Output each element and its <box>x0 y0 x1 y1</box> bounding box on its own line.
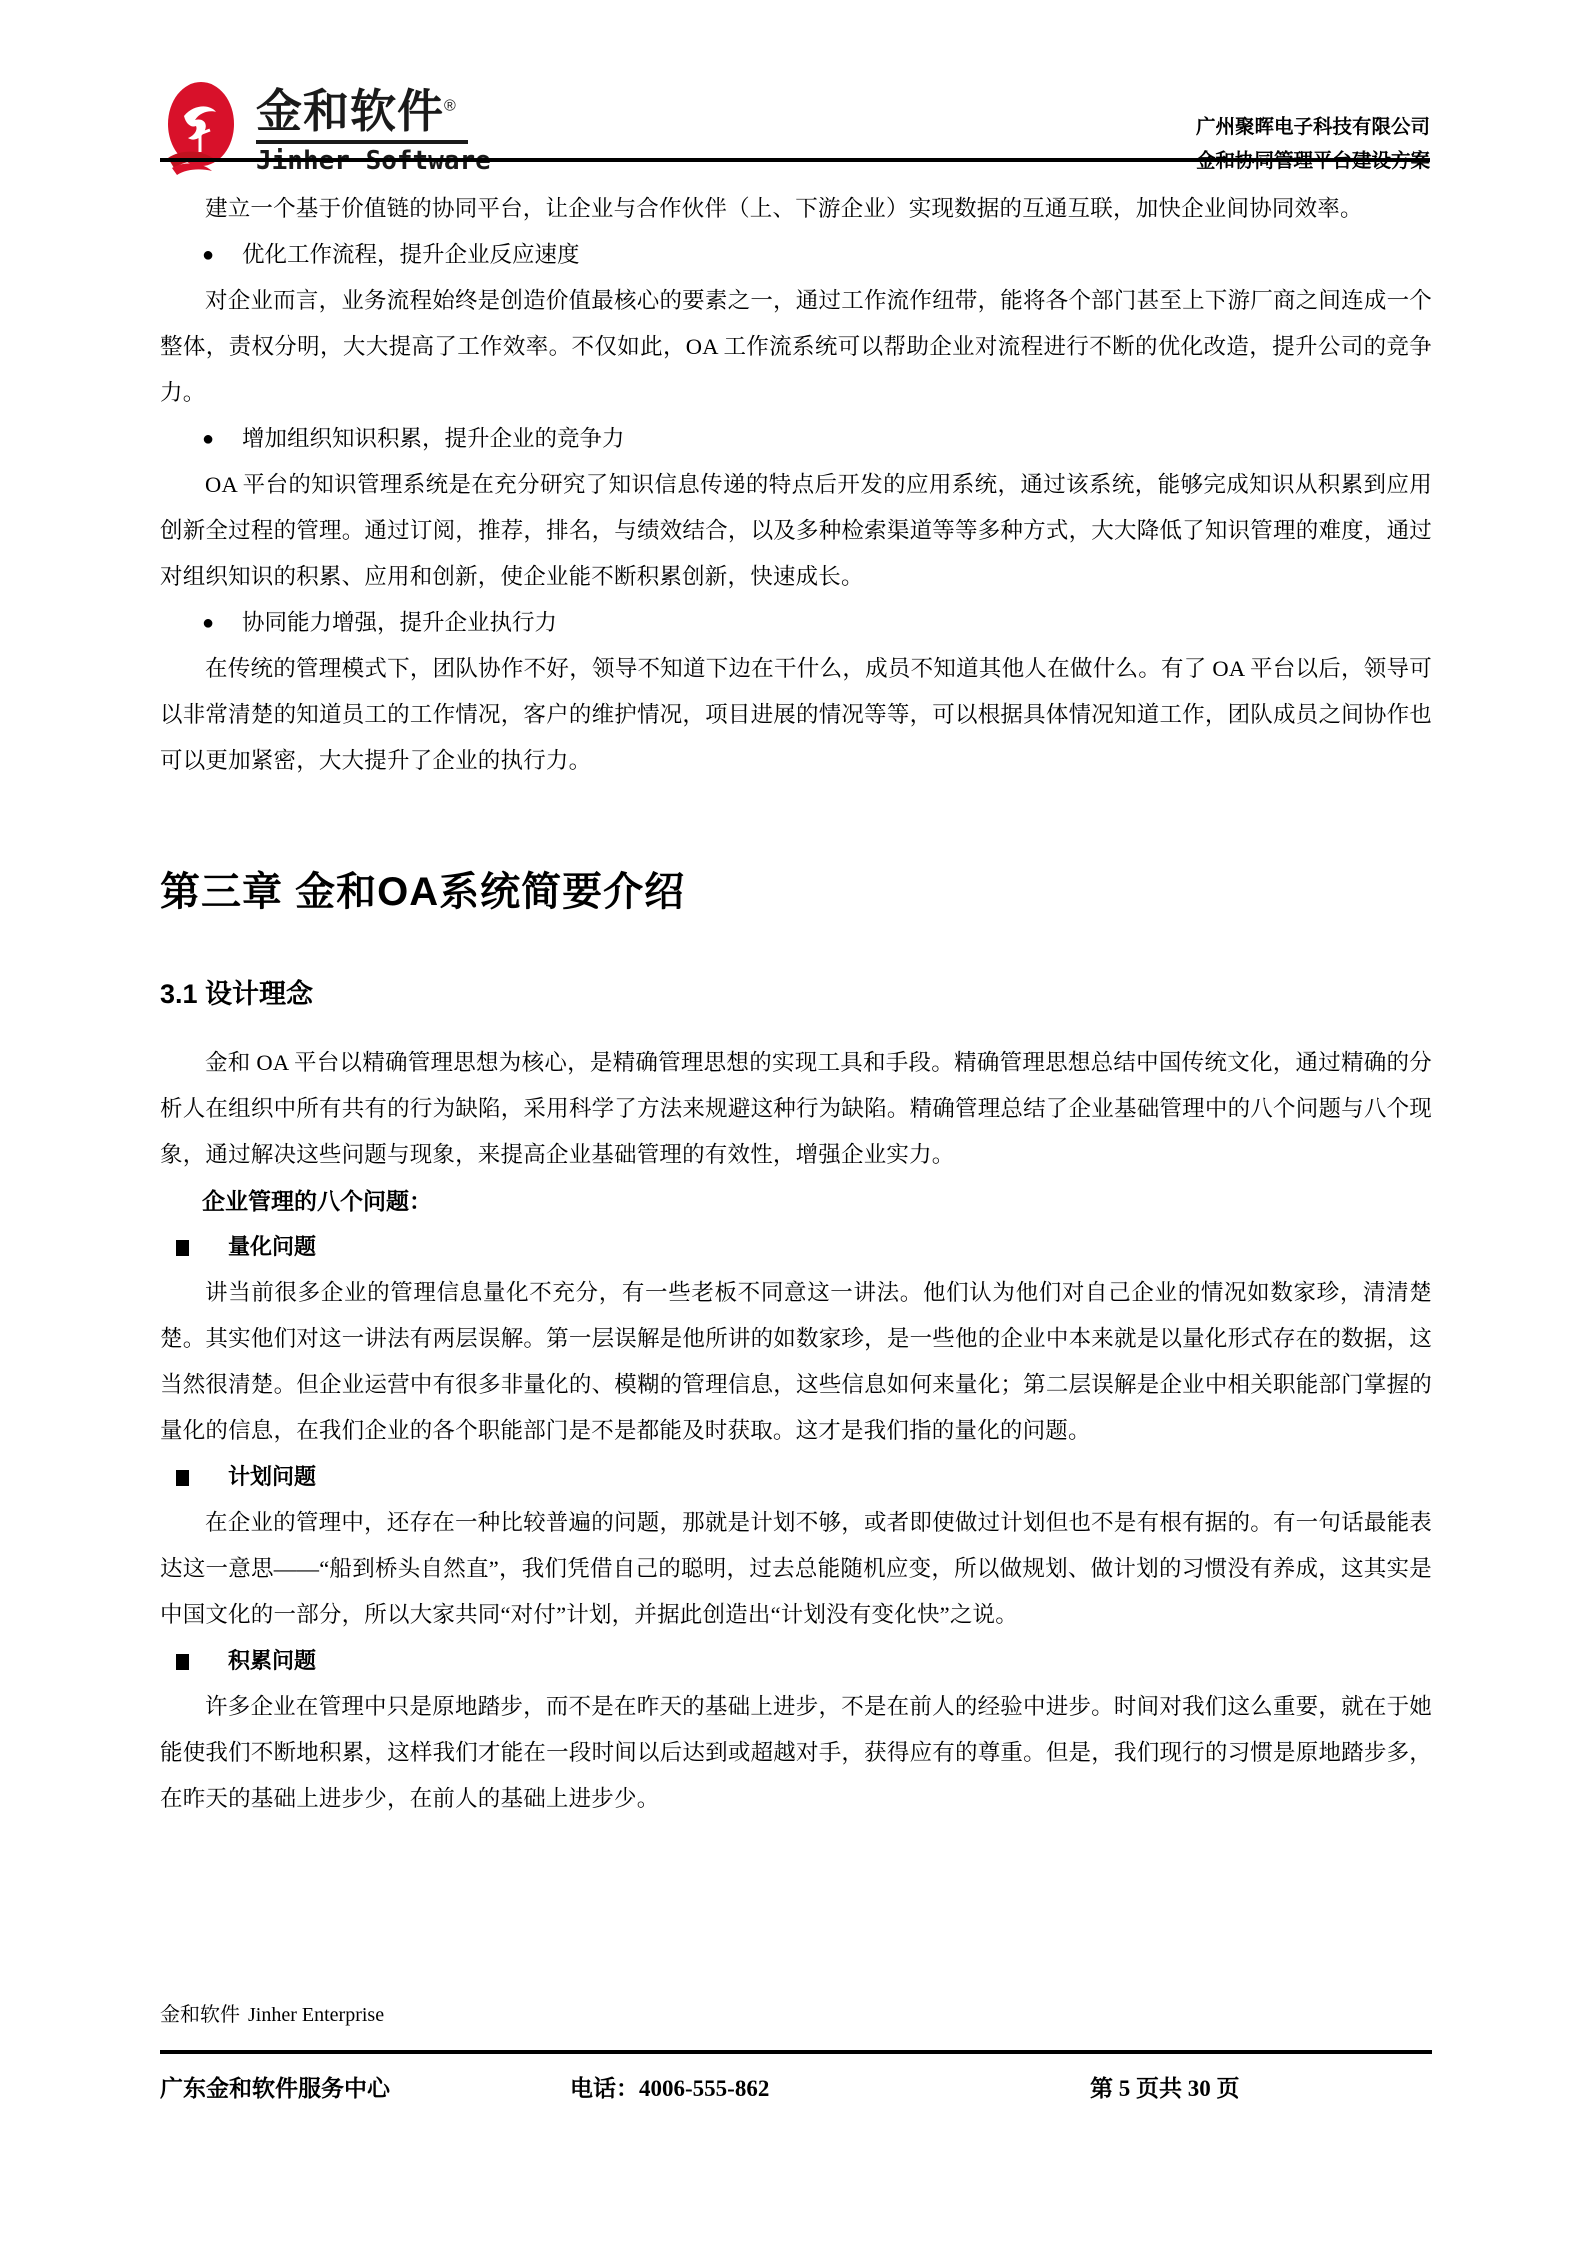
design-concept-paragraph: 金和 OA 平台以精确管理思想为核心，是精确管理思想的实现工具和手段。精确管理思想总结中国传统文化，通过精确的分析人在组织中所有共有的行为缺陷，采用科学了方法来规避这种行为缺陷。精确管理总结了企业基础管理中的八个问题与八个现象，通过解决这些问题与现象，来提高企业基础管理的有效性，增强企业实力。 <box>160 1050 1432 1168</box>
problems-list-3 <box>160 1638 1432 1684</box>
spacer <box>160 916 1432 978</box>
company-logo <box>160 80 491 180</box>
bullet-square-icon <box>176 1240 189 1256</box>
bullet-square-icon <box>176 1654 189 1670</box>
header-company-name: 广州聚晖电子科技有限公司 <box>1195 116 1430 138</box>
footer-tagline-cn: 金和软件 <box>160 2004 240 2026</box>
list-item-label: 积累问题 <box>228 1648 317 1674</box>
logo-chinese-name: 金和软件® <box>256 85 457 137</box>
list-item-label: 量化问题 <box>228 1234 317 1260</box>
subheading-eight-problems: 企业管理的八个问题： <box>202 1188 432 1215</box>
spacer <box>160 784 1432 868</box>
intro-paragraph: 建立一个基于价值链的协同平台，让企业与合作伙伴（上、下游企业）实现数据的互通互联，加快企业间协同效率。 <box>205 196 1363 221</box>
bullet-dot-icon: ● <box>202 244 215 266</box>
benefit-paragraph-3: 在传统的管理模式下，团队协作不好，领导不知道下边在干什么，成员不知道其他人在做什么。有了 OA 平台以后，领导可以非常清楚的知道员工的工作情况，客户的维护情况，项目进展的情况等等，可以根据具体情况知道工作，团队成员之间协作也可以更加紧密，大大提升了企业的执行力。 <box>160 656 1432 773</box>
list-item <box>160 1224 1432 1270</box>
footer-page-number: 第 5 页共 30 页 <box>1090 2076 1240 2101</box>
list-item <box>160 1454 1432 1500</box>
jinher-logo-icon <box>160 80 242 180</box>
list-item-label: 计划问题 <box>228 1464 317 1490</box>
benefits-list <box>160 232 1432 278</box>
spacer <box>160 1010 1432 1040</box>
bullet-dot-icon: ● <box>202 428 215 450</box>
list-item-label: 增加组织知识积累，提升企业的竞争力 <box>242 426 625 451</box>
header-document-title: 金和协同管理平台建设方案 <box>1195 150 1430 173</box>
footer-tagline <box>160 2003 384 2027</box>
logo-divider <box>256 140 468 144</box>
bullet-dot-icon: ● <box>202 612 215 634</box>
page-footer <box>160 2070 1432 2103</box>
problem-paragraph-2: 在企业的管理中，还存在一种比较普遍的问题，那就是计划不够，或者即使做过计划但也不是有根有据的。有一句话最能表达这一意思——“船到桥头自然直”，我们凭借自己的聪明，过去总能随机应变，所以做规划、做计划的习惯没有养成，这其实是中国文化的一部分，所以大家共同“对付”计划，并据此创造出“计划没有变化快”之说。 <box>160 1510 1432 1628</box>
footer-rule <box>160 2050 1432 2054</box>
logo-english-name: Jinher Software <box>256 146 491 176</box>
problem-paragraph-3: 许多企业在管理中只是原地踏步，而不是在昨天的基础上进步，不是在前人的经验中进步。时间对我们这么重要，就在于她能使我们不断地积累，这样我们才能在一段时间以后达到或超越对手，获得应有的尊重。但是，我们现行的习惯是原地踏步多，在昨天的基础上进步少，在前人的基础上进步少。 <box>160 1694 1432 1812</box>
list-item-label: 优化工作流程，提升企业反应速度 <box>242 242 580 267</box>
footer-service-center: 广东金和软件服务中心 <box>160 2076 390 2101</box>
list-item <box>160 416 1432 462</box>
list-item-label: 协同能力增强，提升企业执行力 <box>242 610 558 635</box>
bullet-square-icon <box>176 1470 189 1486</box>
problems-list-2 <box>160 1454 1432 1500</box>
benefits-list-3 <box>160 600 1432 646</box>
problem-paragraph-1: 讲当前很多企业的管理信息量化不充分，有一些老板不同意这一讲法。他们认为他们对自己企业的情况如数家珍，清清楚楚。其实他们对这一讲法有两层误解。第一层误解是他所讲的如数家珍，是一些他的企业中本来就是以量化形式存在的数据，这当然很清楚。但企业运营中有很多非量化的、模糊的管理信息，这些信息如何来量化；第二层误解是企业中相关职能部门掌握的量化的信息，在我们企业的各个职能部门是不是都能及时获取。这才是我们指的量化的问题。 <box>160 1280 1432 1444</box>
problems-list-1 <box>160 1224 1432 1270</box>
benefit-paragraph-1: 对企业而言，业务流程始终是创造价值最核心的要素之一，通过工作流作纽带，能将各个部门甚至上下游厂商之间连成一个整体，责权分明，大大提高了工作效率。不仅如此，OA 工作流系统可以帮助企业对流程进行不断的优化改造，提升公司的竞争力。 <box>160 288 1432 405</box>
list-item <box>160 232 1432 278</box>
section-heading: 3.1 设计理念 <box>160 979 314 1009</box>
page-header <box>160 76 1430 188</box>
document-body <box>160 186 1432 1822</box>
footer-tagline-en: Jinher Enterprise <box>248 2004 385 2026</box>
footer-phone: 电话：4006-555-862 <box>570 2076 770 2101</box>
benefits-list-2 <box>160 416 1432 462</box>
registered-trademark-icon: ® <box>444 97 457 115</box>
benefit-paragraph-2: OA 平台的知识管理系统是在充分研究了知识信息传递的特点后开发的应用系统，通过该系统，能够完成知识从积累到应用创新全过程的管理。通过订阅，推荐，排名，与绩效结合，以及多种检索渠道等等多种方式，大大降低了知识管理的难度，通过对组织知识的积累、应用和创新，使企业能不断积累创新，快速成长。 <box>160 472 1432 589</box>
list-item <box>160 600 1432 646</box>
header-company-info <box>1196 110 1430 178</box>
chapter-heading: 第三章 金和OA系统简要介绍 <box>160 870 686 914</box>
header-rule <box>160 158 1430 162</box>
list-item <box>160 1638 1432 1684</box>
